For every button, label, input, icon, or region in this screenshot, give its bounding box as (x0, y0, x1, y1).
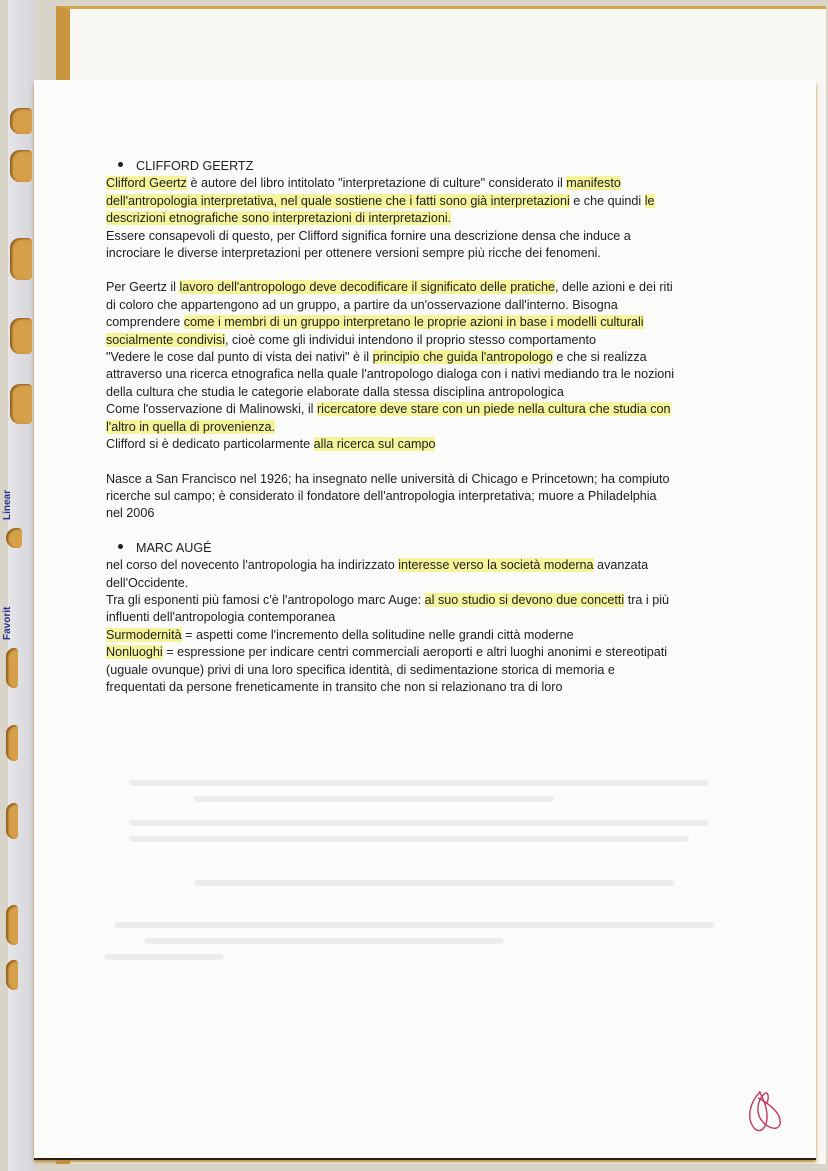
highlighted-text: lavoro dell'antropologo deve decodificare il significato delle pratiche (179, 280, 556, 295)
text-run: e che si realizza attraverso una ricerca etnografica nella quale l'antropologo dialoga con i nativi mediando tra le nozioni della cultura che studia le categorie elaborate dalla stessa disciplina antropologica (106, 350, 675, 399)
document-content (106, 158, 676, 696)
binder-brand-label: Linear (2, 489, 13, 520)
highlighted-text: ricercatore deve stare con un piede nella cultura che studia con l'altro in quella di provenienza. (106, 402, 671, 434)
text-run: Tra gli esponenti più famosi c'è l'antropologo marc Auge: (106, 592, 425, 607)
text-run: Nasce a San Francisco nel 1926; ha insegnato nelle università di Chicago e Princetown; ha compiuto ricerche sul campo; è considerato il fondatore dell'antropologia interpretativa; muore a Philadelphia nel 2006 (106, 471, 670, 521)
binder-brand-label: Favorit (2, 606, 13, 640)
binder-hole (6, 803, 18, 839)
document-page (34, 80, 816, 1158)
highlighted-text: Surmodernità (106, 627, 182, 642)
paragraph (106, 175, 676, 262)
text-run: = aspetti come l'incremento della solitudine nelle grandi città moderne (181, 627, 574, 642)
text-run: Essere consapevoli di questo, per Clifford significa fornire una descrizione densa che induce a incrociare le diverse interpretazioni per ottenere versioni sempre più ricche dei fenomeni. (106, 228, 631, 261)
text-run: avanzata dell'Occidente. (106, 558, 649, 590)
paragraph (106, 279, 676, 453)
text-run: , cioè come gli individui intendono il proprio stesso comportamento (225, 332, 597, 347)
text-run: = espressione per indicare centri commerciali aeroporti e altri luoghi anonimi e stereotipati (uguale ovunque) privi di una loro specifica identità, di sedimentazione storica di memoria e frequentati da persone freneticamente in transito che non si relazionano tra di loro (106, 645, 668, 694)
highlighted-text: le descrizioni etnografiche sono interpretazioni di interpretazioni. (106, 193, 655, 226)
binder-hole (10, 238, 32, 280)
text-run: "Vedere le cose dal punto di vista dei nativi" è il (106, 350, 373, 365)
section-heading: MARC AUGÉ (106, 540, 676, 557)
text-run: Clifford si è dedicato particolarmente (106, 437, 314, 452)
binder-hole (6, 725, 18, 761)
binder-hole (6, 648, 18, 688)
signature-icon (740, 1080, 790, 1140)
text-run: tra i più influenti dell'antropologia contemporanea (106, 592, 670, 625)
binder-hole (10, 318, 32, 354)
text-run: Come l'osservazione di Malinowski, il (106, 402, 317, 417)
text-run: e che quindi (569, 193, 645, 208)
binder-hole (10, 384, 32, 424)
binder-hole (6, 528, 22, 548)
highlighted-text: al suo studio si devono due concetti (424, 592, 625, 607)
highlighted-text: Nonluoghi (106, 645, 163, 660)
binder-hole (6, 905, 18, 945)
text-run: è autore del libro intitolato "interpretazione di culture" considerato il (186, 176, 567, 191)
text-run: nel corso del novecento l'antropologia ha indirizzato (106, 558, 399, 573)
highlighted-text: alla ricerca sul campo (313, 437, 436, 452)
binder-hole (6, 960, 18, 990)
paragraph (106, 471, 676, 523)
text-run: Per Geertz il (106, 280, 180, 295)
section-heading: CLIFFORD GEERTZ (106, 158, 676, 175)
highlighted-text: interesse verso la società moderna (398, 558, 594, 573)
bullet-icon (118, 544, 123, 549)
text-run: , delle azioni e dei riti di coloro che appartengono ad un gruppo, a partire da un'osservazione dall'interno. Bisogna comprendere (106, 280, 673, 330)
highlighted-text: come i membri di un gruppo interpretano le proprie azioni in base i modelli culturali socialmente condivisi (106, 315, 644, 347)
highlighted-text: principio che guida l'antropologo (372, 350, 553, 365)
paragraph (106, 557, 676, 696)
binder-hole (10, 150, 32, 182)
bullet-icon (118, 162, 123, 167)
binder-hole (10, 108, 32, 134)
highlighted-text: manifesto dell'antropologia interpretativa, nel quale sostiene che i fatti sono già interpretazioni (106, 176, 621, 208)
highlighted-text: Clifford Geertz (106, 176, 187, 191)
